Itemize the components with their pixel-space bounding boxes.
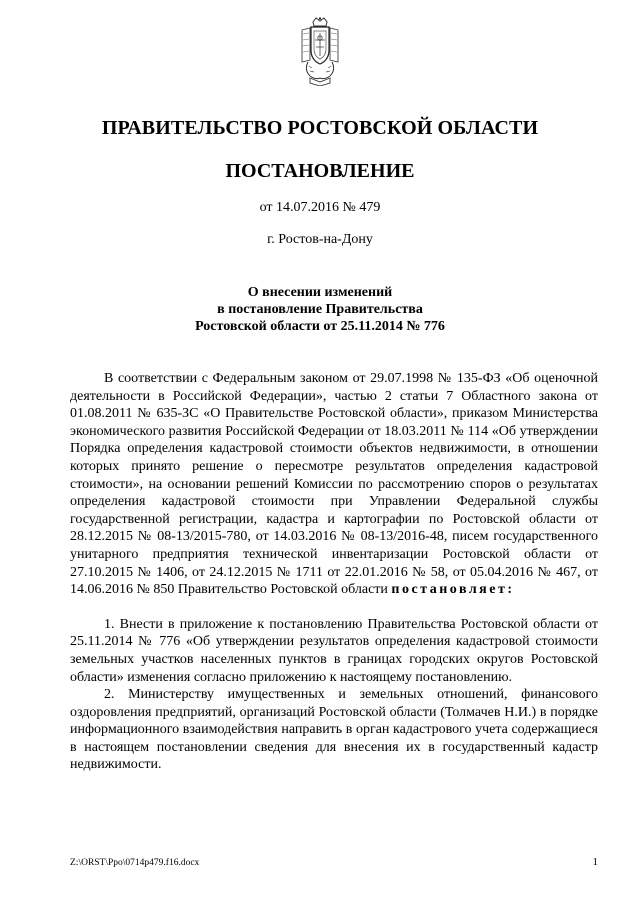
preamble-paragraph [70,370,598,599]
document-subject [0,284,640,335]
subject-line-1: О внесении изменений [247,285,393,300]
government-title: ПРАВИТЕЛЬСТВО РОСТОВСКОЙ ОБЛАСТИ [101,117,539,139]
page-number: 1 [592,856,598,868]
decree-word: постановляет: [391,582,515,598]
subject-line-2: в постановление Правительства [217,302,423,317]
document-city: г. Ростов-на-Дону [267,232,373,247]
footer-file-path: Z:\ORST\Ppo\0714p479.f16.docx [70,858,200,868]
document-body [70,370,598,774]
preamble-text: В соответствии с Федеральным законом от 29.07.1998 № 135-ФЗ «Об оценочной деятельности в Российской Федерации», частью 2 статьи 7 Областного закона от 01.08.2011 № 635-ЗС «О Правительстве Ростовской области», приказом Министерства экономического развития Российской Федерации от 18.03.2011 № 114 «Об утверждении Порядка определения кадастровой стоимости объектов недвижимости, в отношении которых принято решение о пересмотре результатов определения кадастровой стоимости», на основании решений Комиссии по рассмотрению споров о результатах определения кадастровой стоимости при Управлении Федеральной службы государственной регистрации, кадастра и картографии по Ростовской области от 28.12.2015 № 08-13/2015-780, от 14.03.2016 № 08-13/2016-48, писем государственного унитарного предприятия технической инвентаризации Ростовской области от 27.10.2015 № 1406, от 24.12.2015 № 1711 от 22.01.2016 № 58, от 05.04.2016 № 467, от 14.06.2016 № 850 Правительство Ростовской области [70,371,598,598]
item-2-paragraph: 2. Министерству имущественных и земельных отношений, финансового оздоровления предприятий, организаций Ростовской области (Толмачев Н.И.) в порядке информационного взаимодействия направить в орган кадастрового учета содержащиеся в настоящем постановлении сведения для внесения их в государственный кадастр недвижимости. [70,687,598,773]
document-type: ПОСТАНОВЛЕНИЕ [225,160,415,182]
document-date-number: от 14.07.2016 № 479 [259,200,381,215]
item-1-paragraph: 1. Внести в приложение к постановлению Правительства Ростовской области от 25.11.2014 № 776 «Об утверждении результатов определения кадастровой стоимости земельных участков населенных пунктов в границах городских округов Ростовской области» изменения согласно приложению к настоящему постановлению. [70,616,598,685]
coat-of-arms-icon [296,16,344,86]
subject-line-3: Ростовской области от 25.11.2014 № 776 [195,319,445,334]
